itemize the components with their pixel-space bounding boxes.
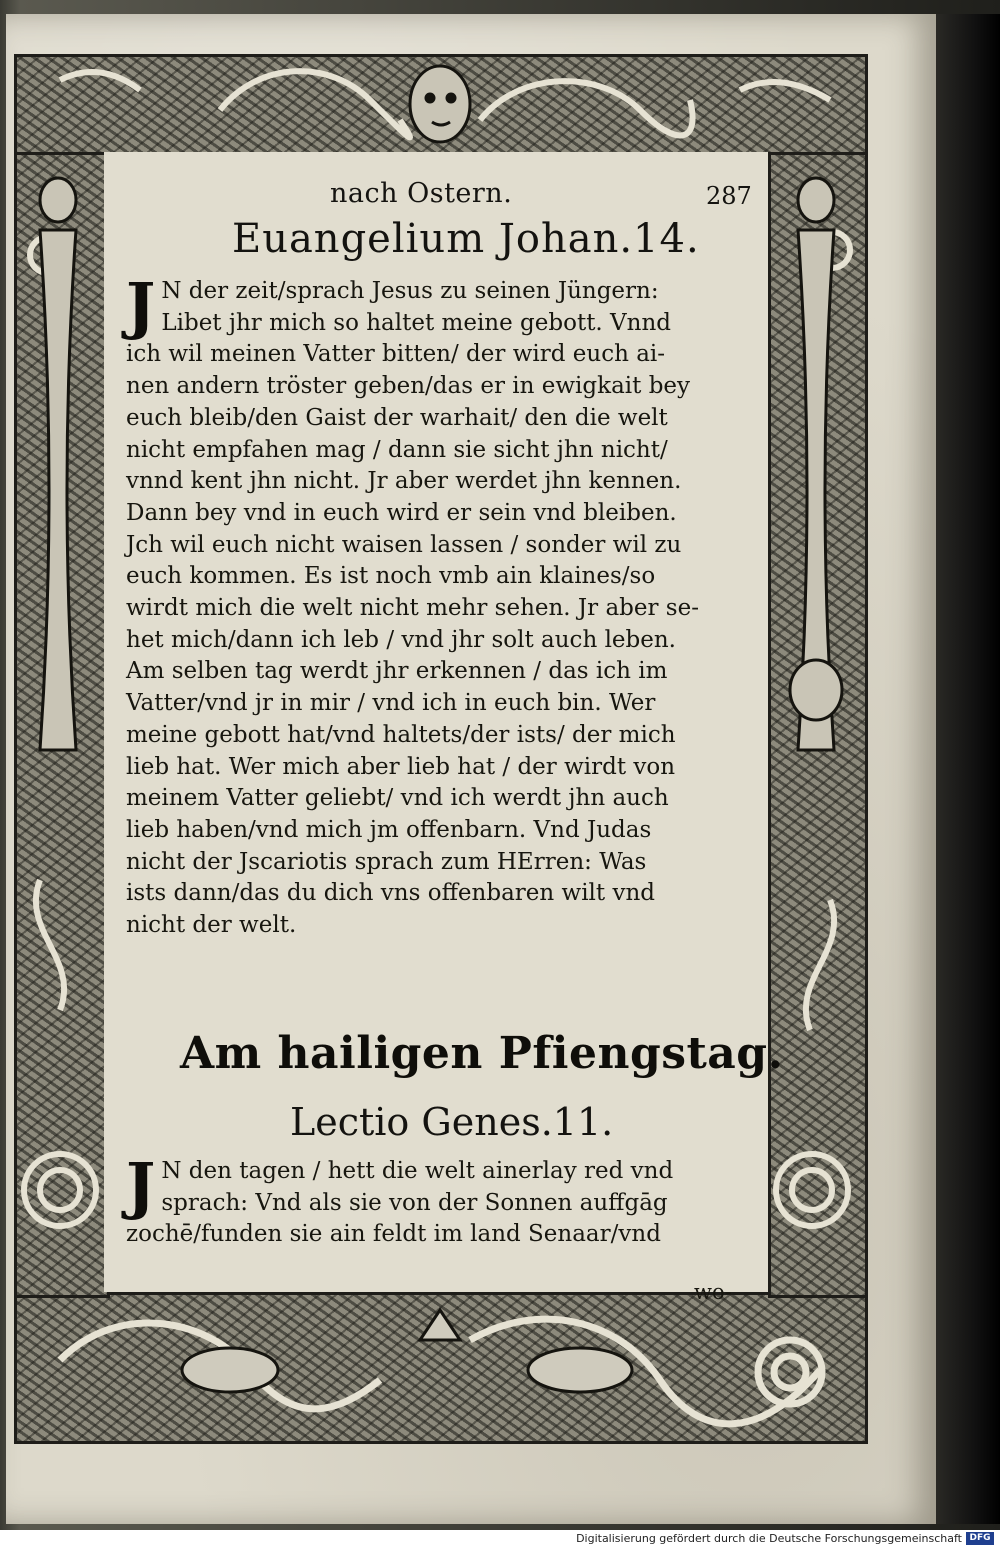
lectio-passage (126, 1149, 762, 1251)
text-line: sprach: Vnd als sie von der Sonnen auffgāg (161, 1189, 668, 1216)
gospel-passage (126, 269, 762, 942)
text-line: Dann bey vnd in euch wird er sein vnd bleiben. (126, 499, 677, 526)
text-line: ich wil meinen Vatter bitten/ der wird euch ai- (126, 341, 666, 368)
lectio-drop-cap: J (126, 1149, 156, 1222)
text-line: euch kommen. Es ist noch vmb ain klaines/so (126, 563, 656, 590)
text-line: meinem Vatter geliebt/ vnd ich werdt jhn auch (126, 785, 669, 812)
text-line: N den tagen / hett die welt ainerlay red vnd (161, 1158, 674, 1184)
section-title: Euangelium Johan.14. (232, 216, 700, 262)
text-line: vnnd kent jhn nicht. Jr aber werdet jhn kennen. (126, 468, 682, 495)
feast-heading: Am hailigen Pfiengstag. (180, 1028, 784, 1079)
page-number: 287 (706, 182, 752, 210)
catchword: wo- (694, 1280, 732, 1304)
text-line: nicht empfahen mag / dann sie sicht jhn nicht/ (126, 436, 668, 463)
text-line: euch bleib/den Gaist der warhait/ den die welt (126, 404, 668, 431)
gospel-drop-cap: J (126, 269, 156, 342)
text-line: meine gebott hat/vnd haltets/der ists/ der mich (126, 721, 676, 748)
text-line: Libet jhr mich so haltet meine gebott. Vnnd (161, 309, 672, 336)
text-line: lieb hat. Wer mich aber lieb hat / der wirdt von (126, 753, 676, 780)
running-head: nach Ostern. (330, 178, 513, 209)
text-line: N der zeit/sprach Jesus zu seinen Jüngern: (161, 278, 659, 304)
text-line: ists dann/das du dich vns offenbaren wilt vnd (126, 880, 655, 907)
text-line: wirdt mich die welt nicht mehr sehen. Jr aber se- (126, 595, 699, 622)
text-line: lieb haben/vnd mich jm offenbarn. Vnd Judas (126, 816, 652, 843)
dfg-logo-icon: DFG (966, 1532, 994, 1545)
text-line: Jch wil euch nicht waisen lassen / sonder wil zu (126, 531, 682, 558)
text-line: nicht der Jscariotis sprach zum HErren: Was (126, 848, 647, 875)
digitization-credit: Digitalisierung gefördert durch die Deutsche Forschungsgemeinschaft (576, 1532, 962, 1545)
text-line: zochē/funden sie ain feldt im land Senaar/vnd (126, 1221, 661, 1248)
text-line: het mich/dann ich leb / vnd jhr solt auch leben. (126, 626, 676, 653)
face-medallion-icon (410, 66, 470, 142)
text-line: nicht der welt. (126, 912, 297, 939)
lectio-heading: Lectio Genes.11. (290, 1100, 614, 1144)
text-line: nen andern tröster geben/das er in ewigkait bey (126, 373, 691, 400)
text-line: Vatter/vnd jr in mir / vnd ich in euch bin. Wer (126, 690, 656, 717)
text-line: Am selben tag werdt jhr erkennen / das ich im (126, 658, 668, 685)
